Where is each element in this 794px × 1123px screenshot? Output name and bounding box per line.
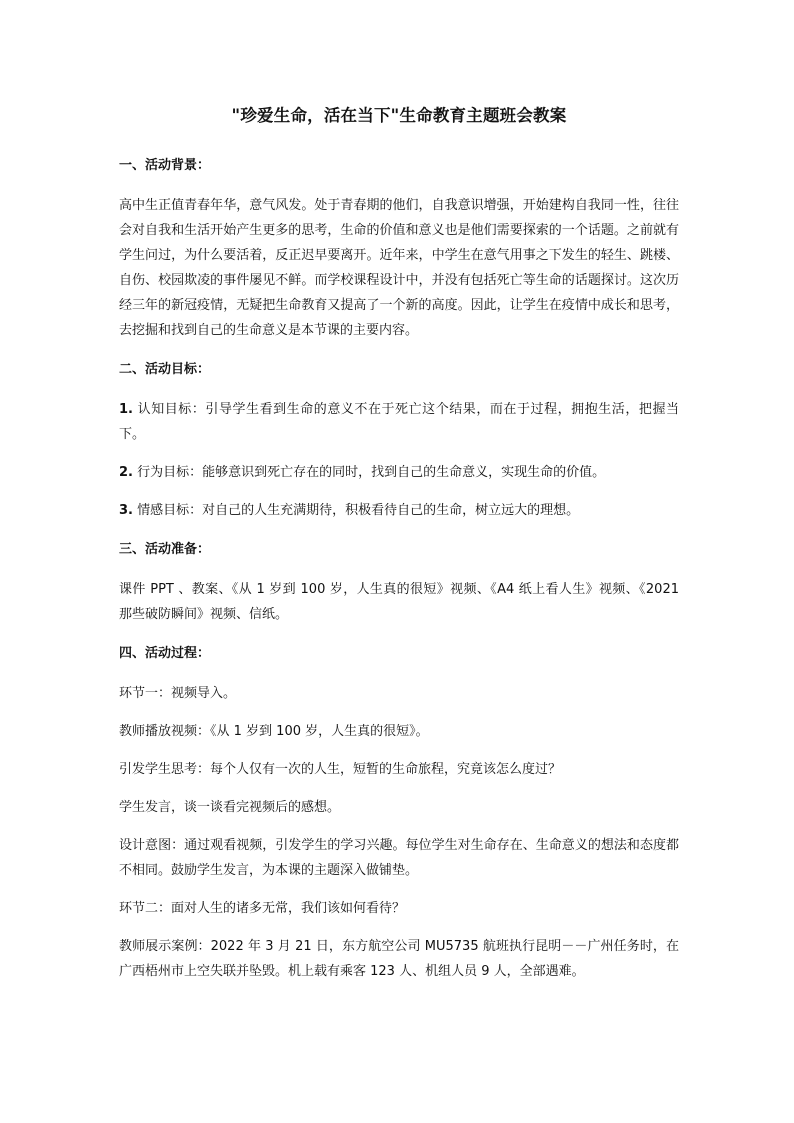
goal-number: 2.: [119, 465, 133, 480]
goal-item-cognitive: [119, 397, 679, 447]
background-paragraph: 高中生正值青春年华，意气风发。处于青春期的他们，自我意识增强，开始建构自我同一性，往往会对自我和生活开始产生更多的思考，生命的价值和意义也是他们需要探索的一个话题。之前就有学生问过，为什么要活着，反正迟早要离开。近年来，中学生在意气用事之下发生的轻生、跳楼、自伤、校园欺凌的事件屡见不鲜。而学校课程设计中，并没有包括死亡等生命的话题探讨。这次历经三年的新冠疫情，无疑把生命教育又提高了一个新的高度。因此，让学生在疫情中成长和思考，去挖掘和找到自己的生命意义是本节课的主要内容。: [119, 198, 679, 338]
process-student-speech: 学生发言，谈一谈看完视频后的感想。: [119, 800, 341, 815]
goal-item-behavior: [119, 460, 679, 485]
goal-number: 1.: [119, 402, 133, 417]
document-title: "珍爱生命，活在当下"生命教育主题班会教案: [231, 106, 567, 125]
goal-item-emotion: [119, 498, 679, 523]
section-heading-background: 一、活动背景：: [119, 158, 211, 173]
section-heading-preparation: 三、活动准备：: [119, 542, 211, 557]
process-student-thinking: 引发学生思考：每个人仅有一次的人生，短暂的生命旅程，究竟该怎么度过？: [119, 762, 562, 777]
goal-text: 认知目标：引导学生看到生命的意义不在于死亡这个结果，而在于过程，拥抱生活，把握当下。: [119, 402, 679, 442]
process-step-one: 环节一：视频导入。: [119, 686, 237, 701]
section-heading-process: 四、活动过程：: [119, 646, 211, 661]
process-case-study: 教师展示案例：2022 年 3 月 21 日，东方航空公司 MU5735 航班执行昆明－－广州任务时，在广西梧州市上空失联并坠毁。机上载有乘客 123 人、机组人员 9 人，全部遇难。: [119, 939, 679, 979]
document-content: [119, 104, 679, 997]
goal-text: 情感目标：对自己的人生充满期待，积极看待自己的生命，树立远大的理想。: [137, 503, 580, 518]
preparation-paragraph: 课件 PPT 、教案、《从 1 岁到 100 岁，人生真的很短》视频、《A4 纸上看人生》视频、《2021 那些破防瞬间》视频、信纸。: [119, 582, 679, 622]
process-step-two: 环节二：面对人生的诸多无常，我们该如何看待？: [119, 901, 406, 916]
goal-number: 3.: [119, 503, 133, 518]
section-heading-goals: 二、活动目标：: [119, 362, 211, 377]
goal-text: 行为目标：能够意识到死亡存在的同时，找到自己的生命意义，实现生命的价值。: [137, 465, 606, 480]
process-teacher-video: 教师播放视频：《从 1 岁到 100 岁，人生真的很短》。: [119, 724, 429, 739]
process-design-intent: 设计意图：通过观看视频，引发学生的学习兴趣。每位学生对生命存在、生命意义的想法和态度都不相同。鼓励学生发言，为本课的主题深入做铺垫。: [119, 838, 679, 878]
